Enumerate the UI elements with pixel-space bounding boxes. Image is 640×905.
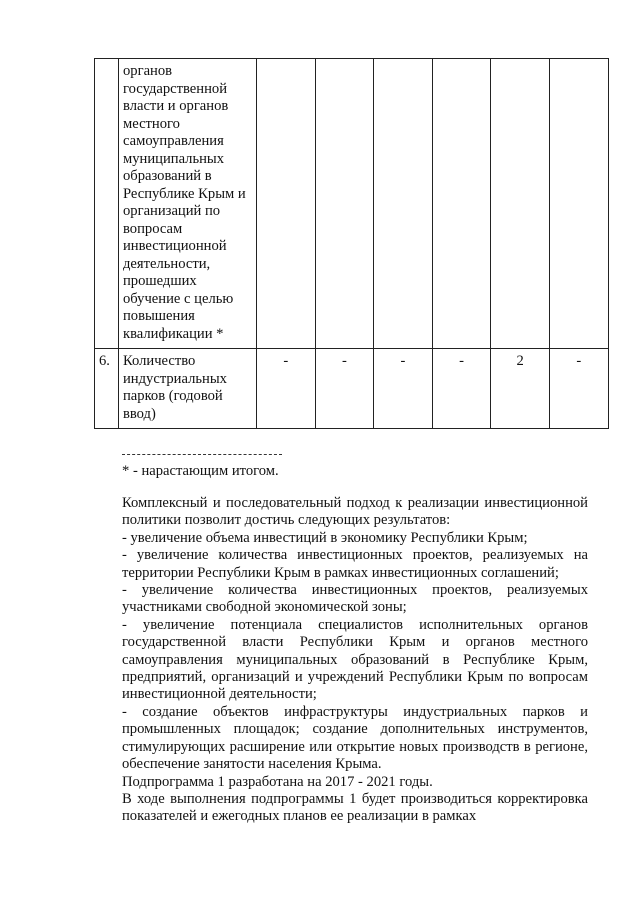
indicator-name-cell: Количество индустриальных парков (годовой ввод)	[119, 349, 257, 429]
value-cell	[374, 59, 433, 349]
paragraph: - создание объектов инфраструктуры индустриальных парков и промышленных площадок; создание дополнительных инструментов, стимулирующих расширение или открытие новых производств в регионе, обеспечение занятости населения Крыма.	[122, 703, 588, 773]
value-cell	[491, 59, 550, 349]
table-row	[95, 349, 609, 429]
row-number-cell	[95, 59, 119, 349]
value-cell: -	[257, 349, 316, 429]
table-row	[95, 59, 609, 349]
value-cell	[257, 59, 316, 349]
value-cell: -	[374, 349, 433, 429]
row-number-cell: 6.	[95, 349, 119, 429]
paragraph: Подпрограмма 1 разработана на 2017 - 2021 годы.	[122, 773, 433, 790]
paragraph: В ходе выполнения подпрограммы 1 будет производиться корректировка показателей и ежегодных планов ее реализации в рамках	[122, 790, 588, 825]
value-cell: -	[549, 349, 608, 429]
paragraph: - увеличение потенциала специалистов исполнительных органов государственной власти Республики Крым и органов местного самоуправления муниципальных образований в Республике Крым, предприятий, организаций и учреждений Республики Крым по вопросам инвестиционной деятельности;	[122, 616, 588, 703]
footnote: * - нарастающим итогом.	[122, 463, 279, 479]
value-cell	[549, 59, 608, 349]
indicator-name-cell: органов государственной власти и органов местного самоуправления муниципальных образований в Республике Крым и организаций по вопросам инвестиционной деятельности, прошедших обучение с целью повышения квалификации *	[119, 59, 257, 349]
value-cell	[315, 59, 374, 349]
paragraph: - увеличение количества инвестиционных проектов, реализуемых на территории Республики Крым в рамках инвестиционных соглашений;	[122, 547, 588, 581]
value-cell: -	[315, 349, 374, 429]
paragraph: Комплексный и последовательный подход к реализации инвестиционной политики позволит достичь следующих результатов:	[122, 495, 588, 529]
body-text	[122, 495, 588, 826]
paragraph: - увеличение количества инвестиционных проектов, реализуемых участниками свободной экономической зоны;	[122, 582, 588, 616]
value-cell: 2	[491, 349, 550, 429]
value-cell	[432, 59, 491, 349]
footnote-separator	[122, 454, 282, 455]
value-cell: -	[432, 349, 491, 429]
paragraph: - увеличение объема инвестиций в экономику Республики Крым;	[122, 529, 528, 546]
indicators-table	[94, 58, 609, 429]
